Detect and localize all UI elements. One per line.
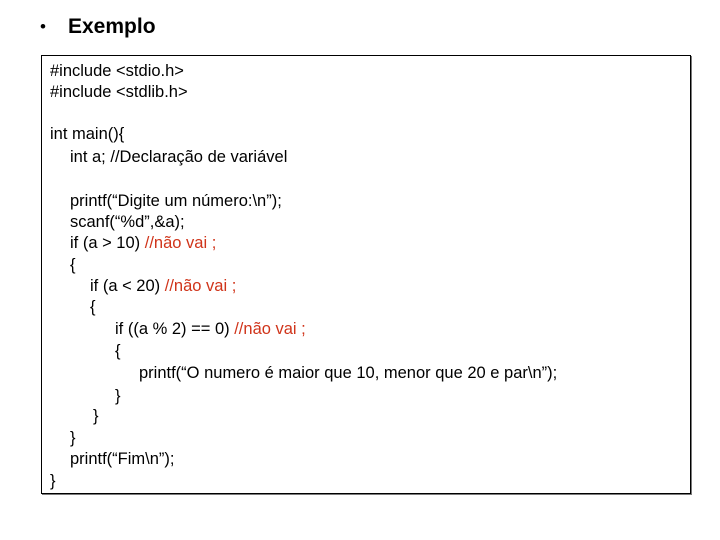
code-line-brace-open-1: { bbox=[70, 256, 76, 274]
if-outer-code: if (a > 10) bbox=[70, 234, 145, 252]
code-line-printf-prompt: printf(“Digite um número:\n”); bbox=[70, 192, 282, 210]
code-line-include-stdio: #include <stdio.h> bbox=[50, 62, 184, 80]
code-line-printf-fim: printf(“Fim\n”); bbox=[70, 450, 175, 468]
code-listing bbox=[41, 55, 691, 494]
slide-heading bbox=[40, 12, 156, 42]
code-line-main-signature: int main(){ bbox=[50, 125, 125, 143]
if-middle-code: if (a < 20) bbox=[90, 277, 165, 295]
code-line-brace-close-main: } bbox=[50, 472, 56, 490]
code-line-if-outer bbox=[70, 233, 216, 254]
code-line-brace-close-3: } bbox=[115, 387, 121, 405]
code-line-if-inner bbox=[115, 319, 306, 340]
code-line-scanf: scanf(“%d”,&a); bbox=[70, 213, 185, 231]
code-line-brace-open-3: { bbox=[115, 342, 121, 360]
code-line-declaration: int a; //Declaração de variável bbox=[70, 148, 288, 166]
if-outer-comment: //não vai ; bbox=[144, 234, 217, 252]
code-line-if-middle bbox=[90, 276, 236, 297]
if-inner-code: if ((a % 2) == 0) bbox=[115, 320, 235, 338]
if-inner-comment: //não vai ; bbox=[234, 320, 306, 338]
code-line-include-stdlib: #include <stdlib.h> bbox=[50, 83, 188, 101]
code-line-brace-open-2: { bbox=[90, 298, 96, 316]
if-middle-comment: //não vai ; bbox=[164, 277, 237, 295]
slide-title: Exemplo bbox=[68, 15, 156, 38]
code-line-printf-result: printf(“O numero é maior que 10, menor que 20 e par\n”); bbox=[139, 364, 558, 382]
bullet-icon: • bbox=[40, 17, 46, 36]
code-line-brace-close-1: } bbox=[70, 429, 76, 447]
code-line-brace-close-2: } bbox=[93, 407, 99, 425]
